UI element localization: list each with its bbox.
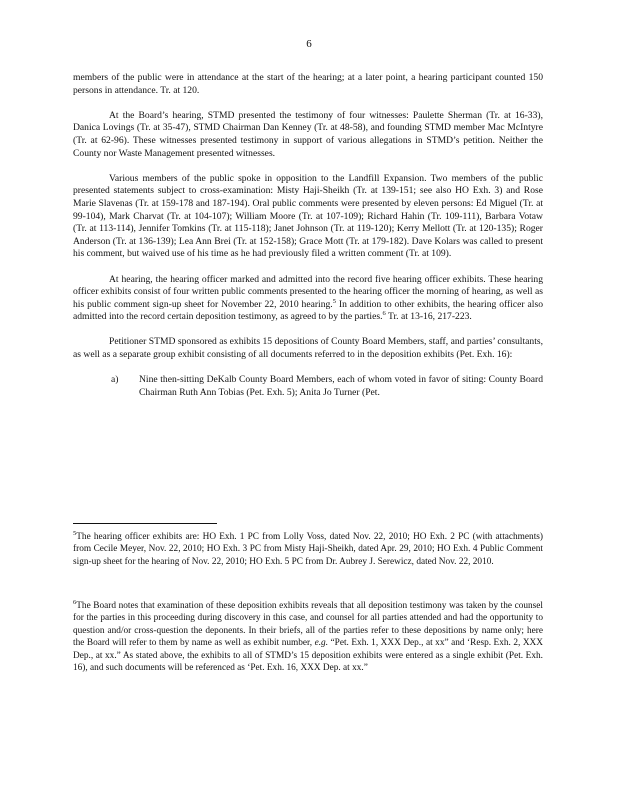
footnote-marker: 6 xyxy=(73,598,77,606)
footnote-text: The hearing officer exhibits are: HO Exh. 1 PC from Lolly Voss, dated Nov. 22, 2010; HO Exh. 2 PC (with attachments) from Cecile Meyer, Nov. 22, 2010; HO Exh. 3 PC from Misty Haji-Sheikh, dated Apr. 29, 2010; HO Exh. 4 Public Comment sign-up sheet for the hearing of Nov. 22, 2010; HO Exh. 5 PC from Dr. Aubrey J. Serewicz, dated Nov. 22, 2010. xyxy=(73,532,543,567)
footnote-text: The Board notes that examination of these deposition exhibits reveals that all deposition testimony was taken by the counsel for the parties in this proceeding during discovery in this case, and counsel for all parties attended and had the opportunity to question and/or cross-question the deponents. In their briefs, all of the parties refer to these depositions by name only; here the Board will refer to them by name as well as exhibit number, xyxy=(73,601,543,649)
list-item-text: Nine then-sitting DeKalb County Board Members, each of whom voted in favor of siting: County Board Chairman Ruth Ann Tobias (Pet. Exh. 5); Anita Jo Turner (Pet. xyxy=(139,374,543,398)
footnote-eg: e.g. xyxy=(314,638,329,649)
footnote-text-after: “Pet. Exh. 1, XXX Dep., at xx” and ‘Resp. Exh. 2, XXX Dep., at xx.” As stated above, the exhibits to all of STMD’s 15 deposition exhibits were entered as a single exhibit (Pet. Exh. 16), and such documents will be referenced as ‘Pet. Exh. 16, XXX Dep. at xx.” xyxy=(73,638,543,674)
footnote-separator xyxy=(73,523,217,524)
paragraph-hearing-exhibits-end: Tr. at 13-16, 217-223. xyxy=(385,311,472,323)
footnote-ref-5: 5 xyxy=(332,297,336,305)
list-item-a xyxy=(73,374,543,399)
list-marker: a) xyxy=(111,374,119,386)
body-text xyxy=(73,72,543,399)
footnote-6 xyxy=(73,600,543,674)
paragraph-hearing-exhibits-mid: In addition to other exhibits, the hearing officer also admitted into the record certain deposition testimony, as agreed to by the parties. xyxy=(73,298,543,323)
paragraph-public-comments: Various members of the public spoke in opposition to the Landfill Expansion. Two members of the public presented statements subject to cross-examination: Misty Haji-Sheikh (Tr. at 139-151; see also HO Exh. 3) and Rose Marie Slavenas (Tr. at 159-178 and 187-194). Oral public comments were presented by eleven persons: Ed Miguel (Tr. at 99-104), Mark Charvat (Tr. at 104-107); William Moore (Tr. at 107-109); Richard Hahin (Tr. 109-111), Barbara Votaw (Tr. at 113-114), Jennifer Tomkins (Tr. at 115-118); Janet Johnson (Tr. at 119-120); Kerry Mellott (Tr. at 120-135); Roger Anderson (Tr. at 136-139); Lea Ann Brei (Tr. at 152-158); Grace Mott (Tr. at 179-182). Dave Kolars was called to present his comment, but waived use of his time as he had previously filed a written comment (Tr. at 109). xyxy=(73,172,543,260)
paragraph-hearing-exhibits xyxy=(73,274,543,324)
footnote-ref-6: 6 xyxy=(382,310,386,318)
page-number: 6 xyxy=(306,38,312,50)
paragraph-hearing-exhibits-text: At hearing, the hearing officer marked and admitted into the record five hearing officer exhibits. These hearing officer exhibits consist of four written public comments presented to the hearing officer the morning of hearing, as well as his public comment sign-up sheet for November 22, 2010 hearing. xyxy=(73,273,543,310)
footnote-5 xyxy=(73,531,543,568)
footnote-marker: 5 xyxy=(73,529,77,537)
paragraph-depositions: Petitioner STMD sponsored as exhibits 15 depositions of County Board Members, staff, and parties’ consultants, as well as a separate group exhibit consisting of all documents referred to in the deposition exhibits (Pet. Exh. 16): xyxy=(73,336,543,361)
paragraph-witnesses: At the Board’s hearing, STMD presented the testimony of four witnesses: Paulette Sherman (Tr. at 16-33), Danica Lovings (Tr. at 35-47), STMD Chairman Dan Kenney (Tr. at 48-58), and founding STMD member Mac McIntyre (Tr. at 62-96). These witnesses presented testimony in support of various allegations in STMD’s petition. Neither the County nor Waste Management presented witnesses. xyxy=(73,109,543,159)
paragraph-continuation: members of the public were in attendance at the start of the hearing; at a later point, a hearing participant counted 150 persons in attendance. Tr. at 120. xyxy=(73,72,543,96)
